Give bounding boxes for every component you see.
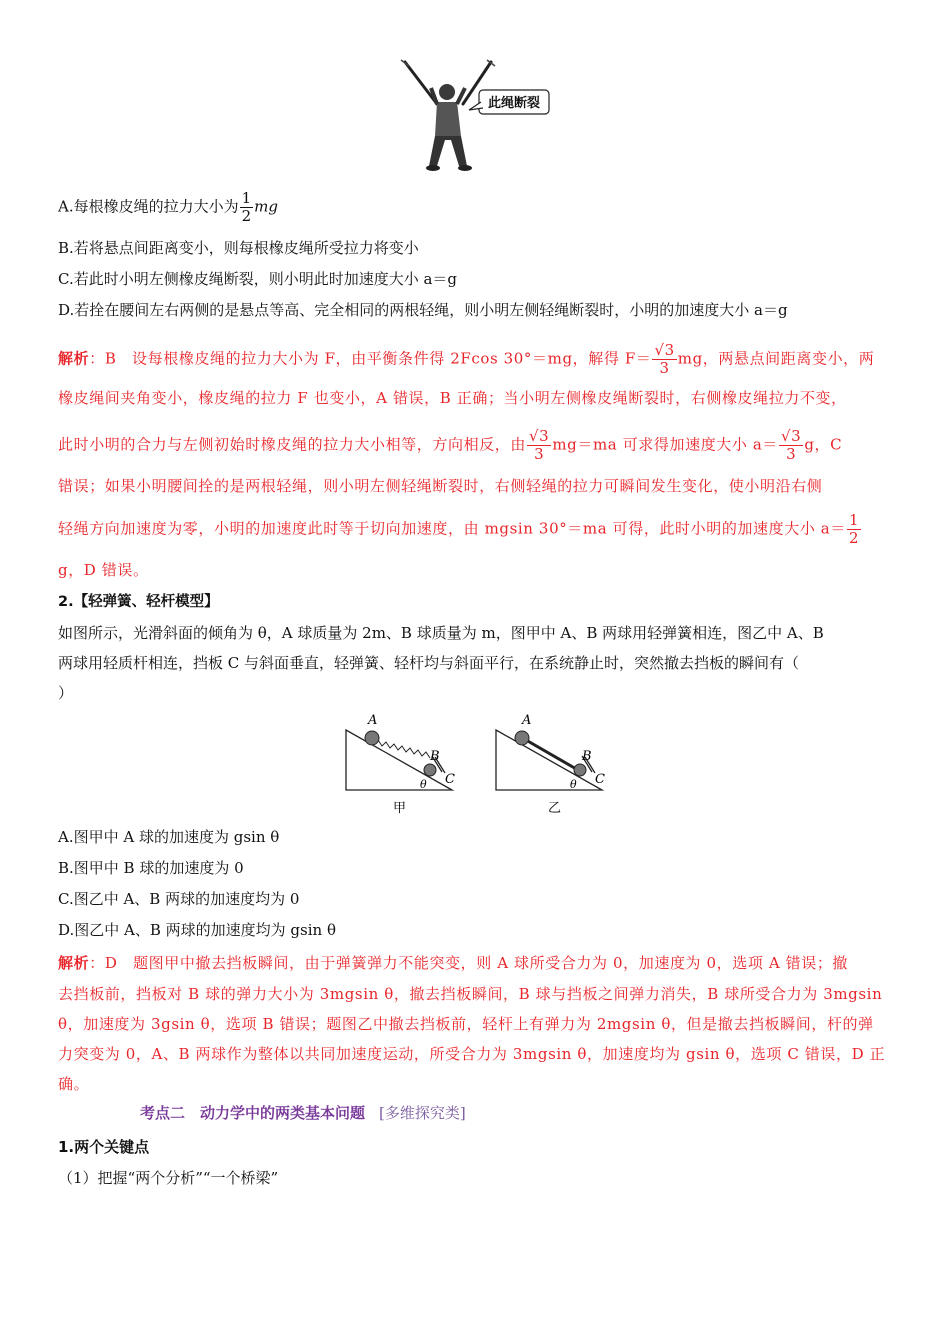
svg-text:C: C — [595, 772, 605, 787]
q2-analysis-line2: 去挡板前，挡板对 B 球的弹力大小为 3mgsin θ，撤去挡板瞬间，B 球与挡板之间弹力消失，B 球所受合力为 3mgsin — [58, 985, 883, 1003]
section-sub2: （1）把握“两个分析”“一个桥梁” — [58, 1169, 279, 1187]
spring — [378, 740, 430, 758]
q1-analysis-line3: 此时小明的合力与左侧初始时橡皮绳的拉力大小相等，方向相反，由 $\frac{√3}{3}$ mg＝ma 可求得加速度大小 a＝ $\frac{√3}{3}$ g，C — [58, 427, 843, 463]
svg-text:A: A — [368, 713, 378, 728]
q2-option-b: B.图甲中 B 球的加速度为 0 — [58, 859, 244, 877]
q1-analysis-line6: g，D 错误。 — [58, 561, 149, 579]
svg-text:θ: θ — [570, 778, 577, 791]
svg-text:A: A — [522, 713, 532, 728]
section-sub1: 1.两个关键点 — [58, 1138, 150, 1156]
ball-a-jia — [365, 731, 379, 745]
q1-analysis-line4: 错误；如果小明腰间拴的是两根轻绳，则小明左侧轻绳断裂时，右侧轻绳的拉力可瞬间发生变化，使小明沿右侧 — [58, 477, 823, 495]
svg-text:B: B — [582, 749, 592, 764]
svg-text:甲: 甲 — [393, 801, 407, 816]
svg-text:乙: 乙 — [548, 801, 562, 816]
q2-analysis-line1: 解析：D 题图甲中撤去挡板瞬间，由于弹簧弹力不能突变，则 A 球所受合力为 0，加速度为 0，选项 A 错误；撤 — [58, 954, 849, 972]
svg-text:B: B — [430, 749, 440, 764]
q1-analysis-line5: 轻绳方向加速度为零，小明的加速度此时等于切向加速度，由 mgsin 30°＝ma 可得，此时小明的加速度大小 a＝ $\frac{1}{2}$ — [58, 511, 860, 547]
q1-option-c: C.若此时小明左侧橡皮绳断裂，则小明此时加速度大小 a＝g — [58, 270, 458, 288]
figure-inclines — [330, 710, 620, 820]
q1-option-a: A.每根橡皮绳的拉力大小为 $\frac{1}{2}$ mg — [58, 189, 278, 225]
svg-text:θ: θ — [420, 778, 427, 791]
rod — [526, 740, 578, 770]
q2-option-c: C.图乙中 A、B 两球的加速度均为 0 — [58, 890, 300, 908]
q2-analysis-line4: 力突变为 0，A、B 两球作为整体以共同加速度运动，所受合力为 3mgsin θ，加速度均为 gsin θ，选项 C 错误，D 正 — [58, 1045, 886, 1063]
q1-option-d: D.若拴在腰间左右两侧的是悬点等高、完全相同的两根轻绳，则小明左侧轻绳断裂时，小明的加速度大小 a＝g — [58, 301, 788, 319]
section-title: 考点二 动力学中的两类基本问题 [多维探究类] — [140, 1104, 466, 1122]
q2-analysis-line5: 确。 — [58, 1075, 90, 1093]
q2-stem-line2: 两球用轻质杆相连，挡板 C 与斜面垂直，轻弹簧、轻杆均与斜面平行，在系统静止时，突然撤去挡板的瞬间有（ — [58, 654, 800, 672]
figure-label: 此绳断裂 — [487, 96, 541, 111]
q1-analysis-line2: 橡皮绳间夹角变小，橡皮绳的拉力 F 也变小，A 错误，B 正确；当小明左侧橡皮绳断裂时，右侧橡皮绳拉力不变， — [58, 389, 847, 407]
q1-option-b: B.若将悬点间距离变小，则每根橡皮绳所受拉力将变小 — [58, 239, 419, 257]
q2-stem-line1: 如图所示，光滑斜面的倾角为 θ，A 球质量为 2m、B 球质量为 m，图甲中 A、B 两球用轻弹簧相连，图乙中 A、B — [58, 624, 824, 642]
q2-stem-line3: ） — [58, 684, 74, 702]
q2-option-d: D.图乙中 A、B 两球的加速度均为 gsin θ — [58, 921, 336, 939]
q2-title: 2.【轻弹簧、轻杆模型】 — [58, 594, 219, 610]
q2-option-a: A.图甲中 A 球的加速度为 gsin θ — [58, 828, 280, 846]
ball-b-yi — [574, 764, 586, 776]
ball-a-yi — [515, 731, 529, 745]
svg-text:C: C — [445, 772, 455, 787]
ball-b-jia — [424, 764, 436, 776]
q1-analysis-line1: 解析：B 设每根橡皮绳的拉力大小为 F，由平衡条件得 2Fcos 30°＝mg，解得 F＝ $\frac{√3}{3}$ mg，两悬点间距离变小，两 — [58, 341, 875, 377]
q2-analysis-line3: θ，加速度为 3gsin θ，选项 B 错误；题图乙中撤去挡板前，轻杆上有弹力为 2mgsin θ，但是撤去挡板瞬间，杆的弹 — [58, 1015, 874, 1033]
section-tag: [多维探究类] — [379, 1104, 466, 1122]
figure-person-hanging — [395, 58, 565, 173]
